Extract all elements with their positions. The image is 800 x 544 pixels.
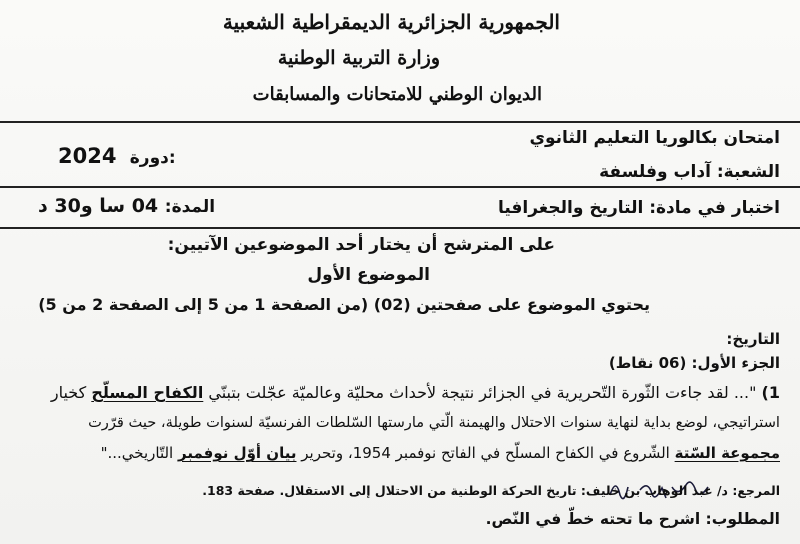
question-required: المطلوب: اشرح ما تحته خطّ في النّص. <box>485 510 780 528</box>
duration-value: 04 سا و30 د <box>38 195 159 217</box>
question-number: 1) <box>761 383 780 402</box>
stream-label: الشعبة: آداب وفلسفة <box>599 162 780 182</box>
quote-text: الشّروع في الكفاح المسلّح في الفاتح نوفمبر 1954، وتحرير <box>296 444 675 462</box>
topic-title: الموضوع الأول <box>307 265 430 285</box>
pages-note: يحتوي الموضوع على صفحتين (02) (من الصفحة 1 من 5 إلى الصفحة 2 من 5) <box>38 295 650 314</box>
choose-instruction: على المترشح أن يختار أحد الموضوعين الآتيين: <box>167 235 555 255</box>
info-divider <box>0 186 800 188</box>
subject-label: اختبار في مادة: التاريخ والجغرافيا <box>497 198 780 218</box>
office-heading: الديوان الوطني للامتحانات والمسابقات <box>252 84 542 105</box>
reference-note: المرجع: د/ عبد الوهاب بن خليف: تاريخ الحركة الوطنية من الاحتلال إلى الاستقلال. صفحة 183. <box>202 483 780 498</box>
underlined-term-armed-struggle: الكفاح المسلّح <box>91 383 204 402</box>
quote-line-3 <box>101 444 780 462</box>
duration-label: المدة: <box>164 197 216 217</box>
header-divider <box>0 121 800 123</box>
ministry-heading: وزارة التربية الوطنية <box>277 47 440 69</box>
quote-line-1 <box>51 383 780 402</box>
underlined-term-november-declaration: بيان أوّل نوفمبر <box>178 444 297 462</box>
session-label: دورة: <box>129 148 176 168</box>
quote-text: كخيار <box>50 383 92 402</box>
underlined-term-group-of-six: مجموعة السّتة <box>674 444 780 462</box>
session-field <box>58 144 176 168</box>
quote-line-2: استراتيجي، لوضع بداية لنهاية سنوات الاحتلال والهيمنة الّتي مارستها السّلطات الفرنسيّة لسنوات طويلة، حيث قرّرت <box>88 414 780 431</box>
duration-field <box>38 195 215 217</box>
exam-name: امتحان بكالوريا التعليم الثانوي <box>529 128 780 148</box>
quote-text: التّاريخي..." <box>100 444 178 462</box>
quote-text: "... لقد جاءت الثّورة التّحريرية في الجزائر نتيجة لأحداث محليّة وعالميّة عجّلت بتبنّي <box>203 383 757 402</box>
session-year: 2024 <box>58 144 117 168</box>
republic-heading: الجمهورية الجزائرية الديمقراطية الشعبية <box>222 10 560 34</box>
subject-divider <box>0 227 800 229</box>
part-one-title: الجزء الأول: (06 نقاط) <box>608 354 780 372</box>
history-section-title: التاريخ: <box>726 330 780 348</box>
